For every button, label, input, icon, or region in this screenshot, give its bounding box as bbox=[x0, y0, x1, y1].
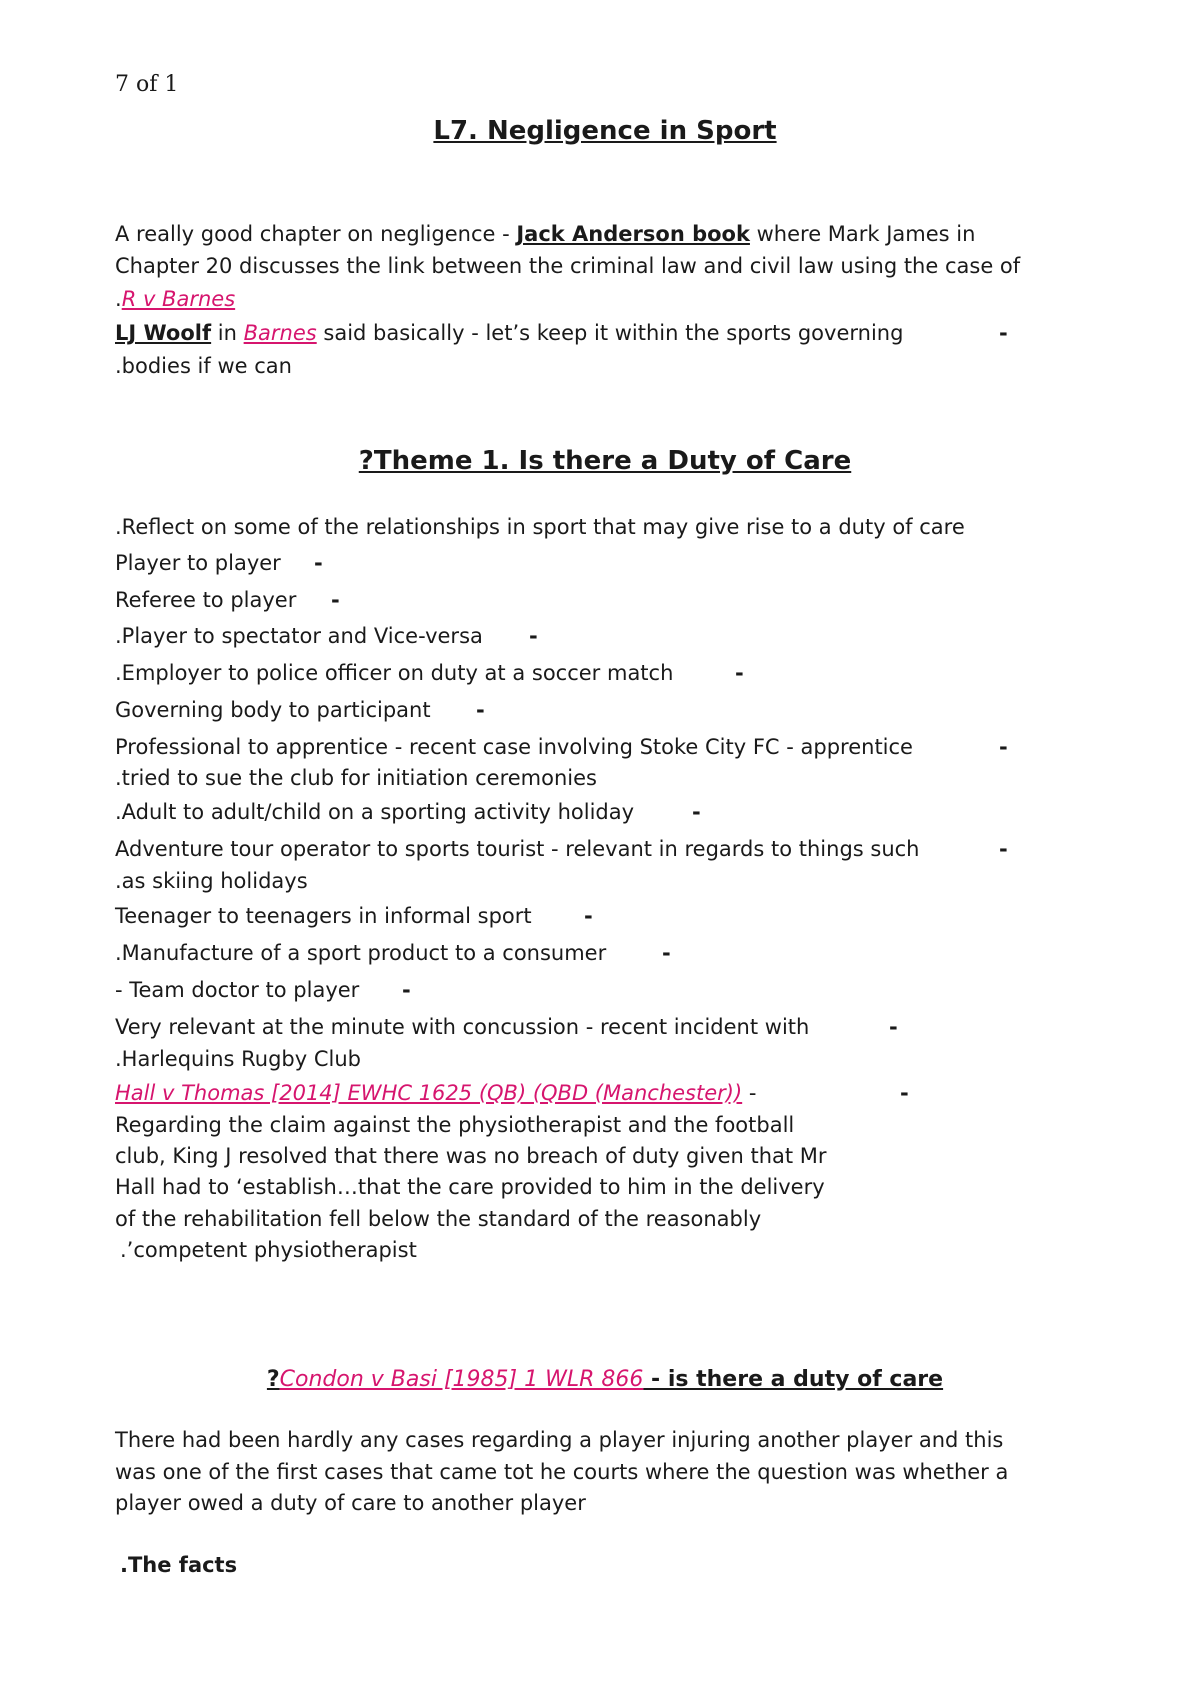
judge-name: LJ Woolf bbox=[115, 321, 212, 345]
list-item: .Adult to adult/child on a sporting activity holiday bbox=[115, 800, 635, 824]
condon-paragraph-line: There had been hardly any cases regarding a player injuring another player and this bbox=[115, 1428, 1004, 1452]
list-item: Referee to player bbox=[115, 588, 297, 612]
list-item: - Team doctor to player bbox=[115, 978, 360, 1002]
bullet-dash: - bbox=[476, 698, 485, 722]
case-link-condon-v-basi[interactable]: Condon v Basi [1985] 1 WLR 866 bbox=[279, 1367, 644, 1392]
condon-paragraph-line: player owed a duty of care to another player bbox=[115, 1491, 586, 1515]
intro-line-3: .R v Barnes bbox=[115, 287, 236, 311]
bullet-dash: - bbox=[331, 588, 340, 612]
bullet-dash: - bbox=[735, 661, 744, 685]
hall-paragraph-line: club, King J resolved that there was no breach of duty given that Mr bbox=[115, 1144, 827, 1168]
hall-paragraph-line: Hall had to ‘establish…that the care provided to him in the delivery bbox=[115, 1175, 825, 1199]
hall-paragraph-line: .’competent physiotherapist bbox=[120, 1238, 417, 1262]
case-link-barnes[interactable]: Barnes bbox=[243, 321, 317, 345]
bullet-dash: - bbox=[999, 321, 1008, 345]
intro-line-1 bbox=[115, 224, 975, 245]
bullet-dash: - bbox=[999, 837, 1008, 861]
list-item: .Player to spectator and Vice-versa bbox=[115, 624, 483, 648]
hall-paragraph-line: of the rehabilitation fell below the standard of the reasonably bbox=[115, 1207, 762, 1231]
list-item: .Manufacture of a sport product to a consumer bbox=[115, 941, 607, 965]
case-link-hall-v-thomas[interactable]: Hall v Thomas [2014] EWHC 1625 (QB) (QBD (Manchester)) bbox=[115, 1081, 743, 1105]
list-item: Professional to apprentice - recent case involving Stoke City FC - apprentice bbox=[115, 735, 913, 759]
hall-paragraph-line: Regarding the claim against the physiotherapist and the football bbox=[115, 1113, 795, 1137]
bullet-dash: - bbox=[529, 624, 538, 648]
bullet-dash: - bbox=[584, 904, 593, 928]
intro-text: where Mark James in bbox=[749, 222, 976, 246]
list-item-continuation: .as skiing holidays bbox=[115, 869, 308, 893]
case-link-r-v-barnes[interactable]: R v Barnes bbox=[121, 287, 236, 311]
list-item: Teenager to teenagers in informal sport bbox=[115, 904, 532, 928]
bullet-dash: - bbox=[889, 1015, 898, 1039]
book-reference: Jack Anderson book bbox=[516, 222, 750, 246]
condon-paragraph-line: was one of the first cases that came tot he courts where the question was whether a bbox=[115, 1460, 1009, 1484]
section-heading-theme-1: ?Theme 1. Is there a Duty of Care bbox=[358, 446, 852, 476]
section-heading-condon: ?Condon v Basi [1985] 1 WLR 866 - is there a duty of care bbox=[266, 1367, 944, 1392]
intro-line-2: Chapter 20 discusses the link between the criminal law and civil law using the case of bbox=[115, 254, 1021, 278]
list-item: Very relevant at the minute with concussion - recent incident with bbox=[115, 1015, 810, 1039]
facts-heading: .The facts bbox=[120, 1553, 238, 1577]
intro-line-5: .bodies if we can bbox=[115, 354, 292, 378]
bullet-dash: - bbox=[900, 1081, 909, 1105]
page-title: L7. Negligence in Sport bbox=[433, 116, 777, 146]
bullet-dash: - bbox=[402, 978, 411, 1002]
page-number: 7 of 1 bbox=[115, 72, 179, 97]
list-item: Adventure tour operator to sports tourist - relevant in regards to things such bbox=[115, 837, 920, 861]
list-item: Governing body to participant bbox=[115, 698, 431, 722]
list-item: .Employer to police officer on duty at a soccer match bbox=[115, 661, 674, 685]
intro-line-4: LJ Woolf in Barnes said basically - let’s keep it within the sports governing bbox=[115, 321, 904, 345]
intro-text: A really good chapter on negligence - bbox=[115, 222, 517, 246]
list-item-continuation: .Harlequins Rugby Club bbox=[115, 1047, 361, 1071]
list-item-continuation: .tried to sue the club for initiation ceremonies bbox=[115, 766, 597, 790]
list-item: Player to player bbox=[115, 551, 281, 575]
hall-case-line: Hall v Thomas [2014] EWHC 1625 (QB) (QBD (Manchester)) - bbox=[115, 1081, 757, 1105]
bullet-dash: - bbox=[692, 800, 701, 824]
bullet-dash: - bbox=[314, 551, 323, 575]
reflect-line: .Reflect on some of the relationships in sport that may give rise to a duty of care bbox=[115, 515, 965, 539]
bullet-dash: - bbox=[662, 941, 671, 965]
bullet-dash: - bbox=[999, 735, 1008, 759]
